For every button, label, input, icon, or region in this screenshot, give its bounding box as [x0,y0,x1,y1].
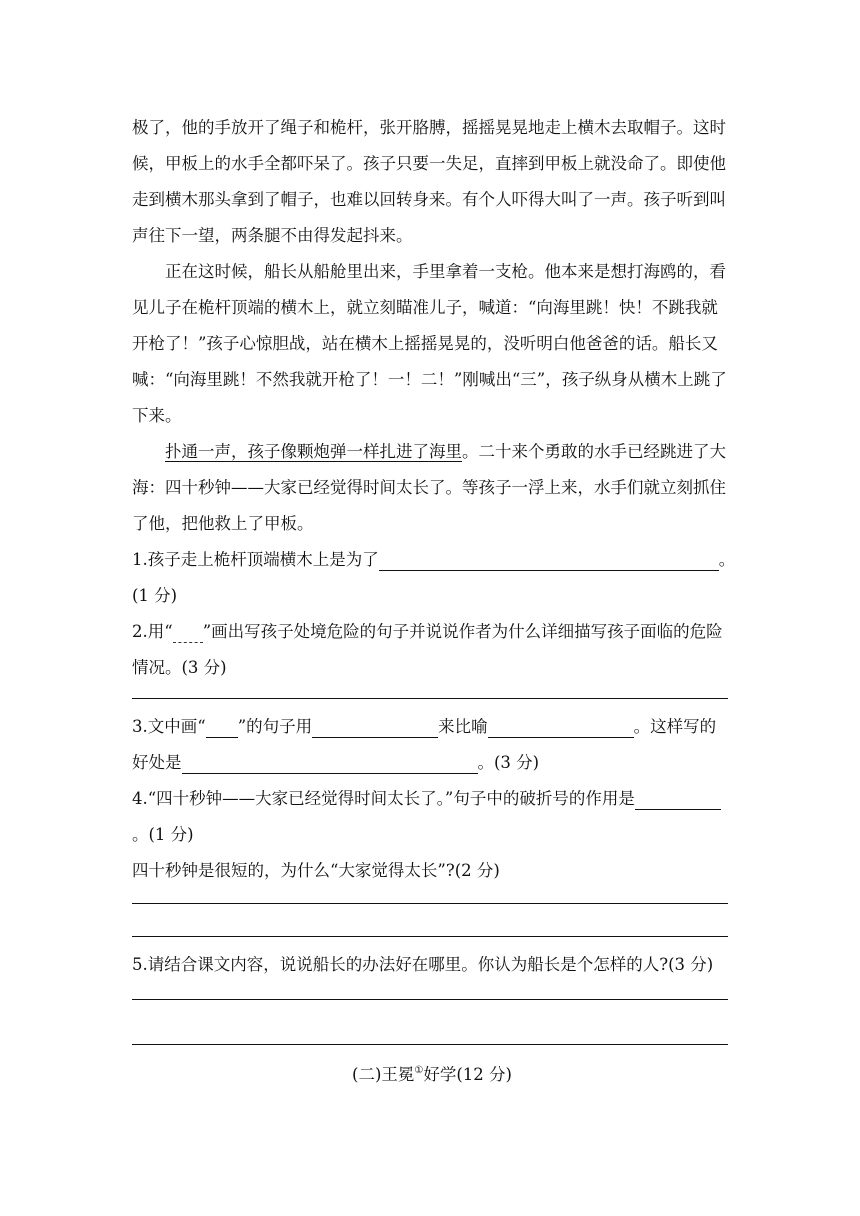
answer-blank-4[interactable] [635,787,721,810]
footnote-mark: ① [414,1065,424,1076]
question-5: 5.请结合课文内容，说说船长的办法好在哪里。你认为船长是个怎样的人?(3 分) [132,955,714,974]
answer-blank-3c[interactable] [182,751,478,774]
question-3-text-d: 。这样写的好处是 [132,717,717,772]
question-1-text: 1.孩子走上桅杆顶端横木上是为了 [132,550,379,569]
question-3-text-c: 来比喻 [438,717,488,736]
passage-paragraph-3 [132,434,732,542]
dashed-underline-sample [173,620,203,643]
section-title-b: 好学(12 分) [423,1065,512,1084]
question-1 [132,542,736,578]
passage-paragraph-2: 正在这时候，船长从船舱里出来，手里拿着一支枪。他本来是想打海鸥的，看见儿子在桅杆顶端的横木上，就立刻瞄准儿子，喊道：“向海里跳！快！不跳我就开枪了！”孩子心惊胆战，站在横木上摇摇晃晃的，没听明白他爸爸的话。船长又喊：“向海里跳！不然我就开枪了！一！二！”刚喊出“三”，孩子纵身从横木上跳了下来。 [132,262,727,425]
question-2-text-a: 2.用“ [132,622,173,641]
answer-blank-3b[interactable] [488,715,634,738]
question-1-score: (1 分) [132,586,178,605]
underlined-sentence: 扑通一声，孩子像颗炮弹一样扎进了海里 [165,442,462,461]
question-4-text-b: 。(1 分) [132,825,194,844]
underline-sample [206,715,238,738]
question-3-text-a: 3.文中画“ [132,717,206,736]
paragraph-3-rest: 。二十来个勇敢的水手已经跳进了大海：四十秒钟——大家已经觉得时间太长了。等孩子一浮上来，水手们就立刻抓住了他，把他救上了甲板。 [132,442,726,533]
question-3-text-b: ”的句子用 [237,717,313,736]
section-title [132,1053,732,1093]
question-4 [132,781,732,853]
answer-blank-3a[interactable] [312,715,438,738]
question-2 [132,614,732,686]
question-3 [132,709,732,781]
passage-paragraph-1: 极了，他的手放开了绳子和桅杆，张开胳膊，摇摇晃晃地走上横木去取帽子。这时候，甲板上的水手全都吓呆了。孩子只要一失足，直摔到甲板上就没命了。即使他走到横木那头拿到了帽子，也难以回转身来。有个人吓得大叫了一声。孩子听到叫声往下一望，两条腿不由得发起抖来。 [132,118,726,245]
question-2-text-b: ”画出写孩子处境危险的句子并说说作者为什么详细描写孩子面临的危险情况。(3 分) [132,622,723,677]
question-1-end: 。 [718,550,736,569]
section-title-a: (二)王冕 [352,1065,415,1084]
question-3-text-e: 。(3 分) [477,753,540,772]
answer-blank-1[interactable] [379,548,719,571]
worksheet-page [132,110,736,1093]
question-4-text-a: 4.“四十秒钟——大家已经觉得时间太长了。”句子中的破折号的作用是 [132,789,635,808]
question-4-sub: 四十秒钟是很短的，为什么“大家觉得太长”?(2 分) [132,861,500,880]
